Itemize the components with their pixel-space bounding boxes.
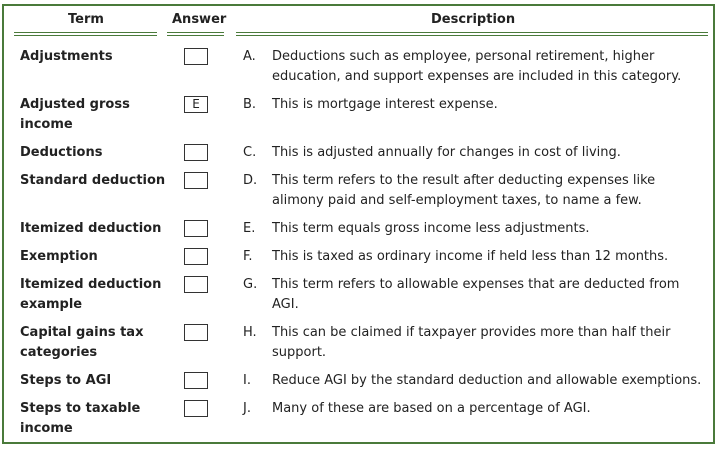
option-letter: C.	[243, 145, 257, 160]
header-description: Description	[431, 12, 516, 27]
term-label: Steps to taxable income	[20, 401, 141, 436]
option-description: This can be claimed if taxpayer provides more than half their support.	[272, 325, 671, 360]
option-letter: D.	[243, 173, 258, 188]
term-label: Exemption	[20, 249, 98, 264]
answer-input[interactable]	[184, 48, 208, 65]
header-answer: Answer	[172, 12, 227, 27]
answer-input[interactable]	[184, 372, 208, 389]
option-description: This term refers to the result after deducting expenses like alimony paid and self-employment taxes, to name a few.	[272, 173, 656, 208]
option-letter: G.	[243, 277, 258, 292]
answer-input[interactable]	[184, 144, 208, 161]
header-term: Term	[68, 12, 104, 27]
term-label: Deductions	[20, 145, 103, 160]
option-description: Reduce AGI by the standard deduction and allowable exemptions.	[272, 373, 702, 388]
answer-input[interactable]	[184, 324, 208, 341]
option-description: This term refers to allowable expenses that are deducted from AGI.	[272, 277, 680, 312]
term-label: Capital gains tax categories	[20, 325, 144, 360]
header-divider-description	[236, 32, 708, 36]
option-letter: H.	[243, 325, 257, 340]
option-description: This term equals gross income less adjustments.	[272, 221, 590, 236]
option-letter: B.	[243, 97, 257, 112]
option-letter: F.	[243, 249, 253, 264]
option-description: This is adjusted annually for changes in cost of living.	[272, 145, 621, 160]
option-description: This is mortgage interest expense.	[272, 97, 498, 112]
term-label: Adjusted gross income	[20, 97, 130, 132]
option-letter: I.	[243, 373, 251, 388]
term-label: Itemized deduction example	[20, 277, 162, 312]
answer-input[interactable]	[184, 276, 208, 293]
answer-input[interactable]	[184, 400, 208, 417]
option-letter: E.	[243, 221, 256, 236]
answer-input[interactable]	[184, 248, 208, 265]
option-letter: A.	[243, 49, 256, 64]
answer-input[interactable]	[184, 172, 208, 189]
option-description: Many of these are based on a percentage of AGI.	[272, 401, 591, 416]
term-label: Steps to AGI	[20, 373, 112, 388]
answer-input[interactable]: E	[184, 96, 208, 113]
term-label: Adjustments	[20, 49, 113, 64]
term-label: Standard deduction	[20, 173, 166, 188]
header-divider-answer	[167, 32, 224, 36]
term-label: Itemized deduction	[20, 221, 162, 236]
option-letter: J.	[243, 401, 251, 416]
header-divider-term	[14, 32, 157, 36]
option-description: Deductions such as employee, personal retirement, higher education, and support expenses are included in this category.	[272, 49, 682, 84]
option-description: This is taxed as ordinary income if held less than 12 months.	[272, 249, 669, 264]
answer-input[interactable]	[184, 220, 208, 237]
